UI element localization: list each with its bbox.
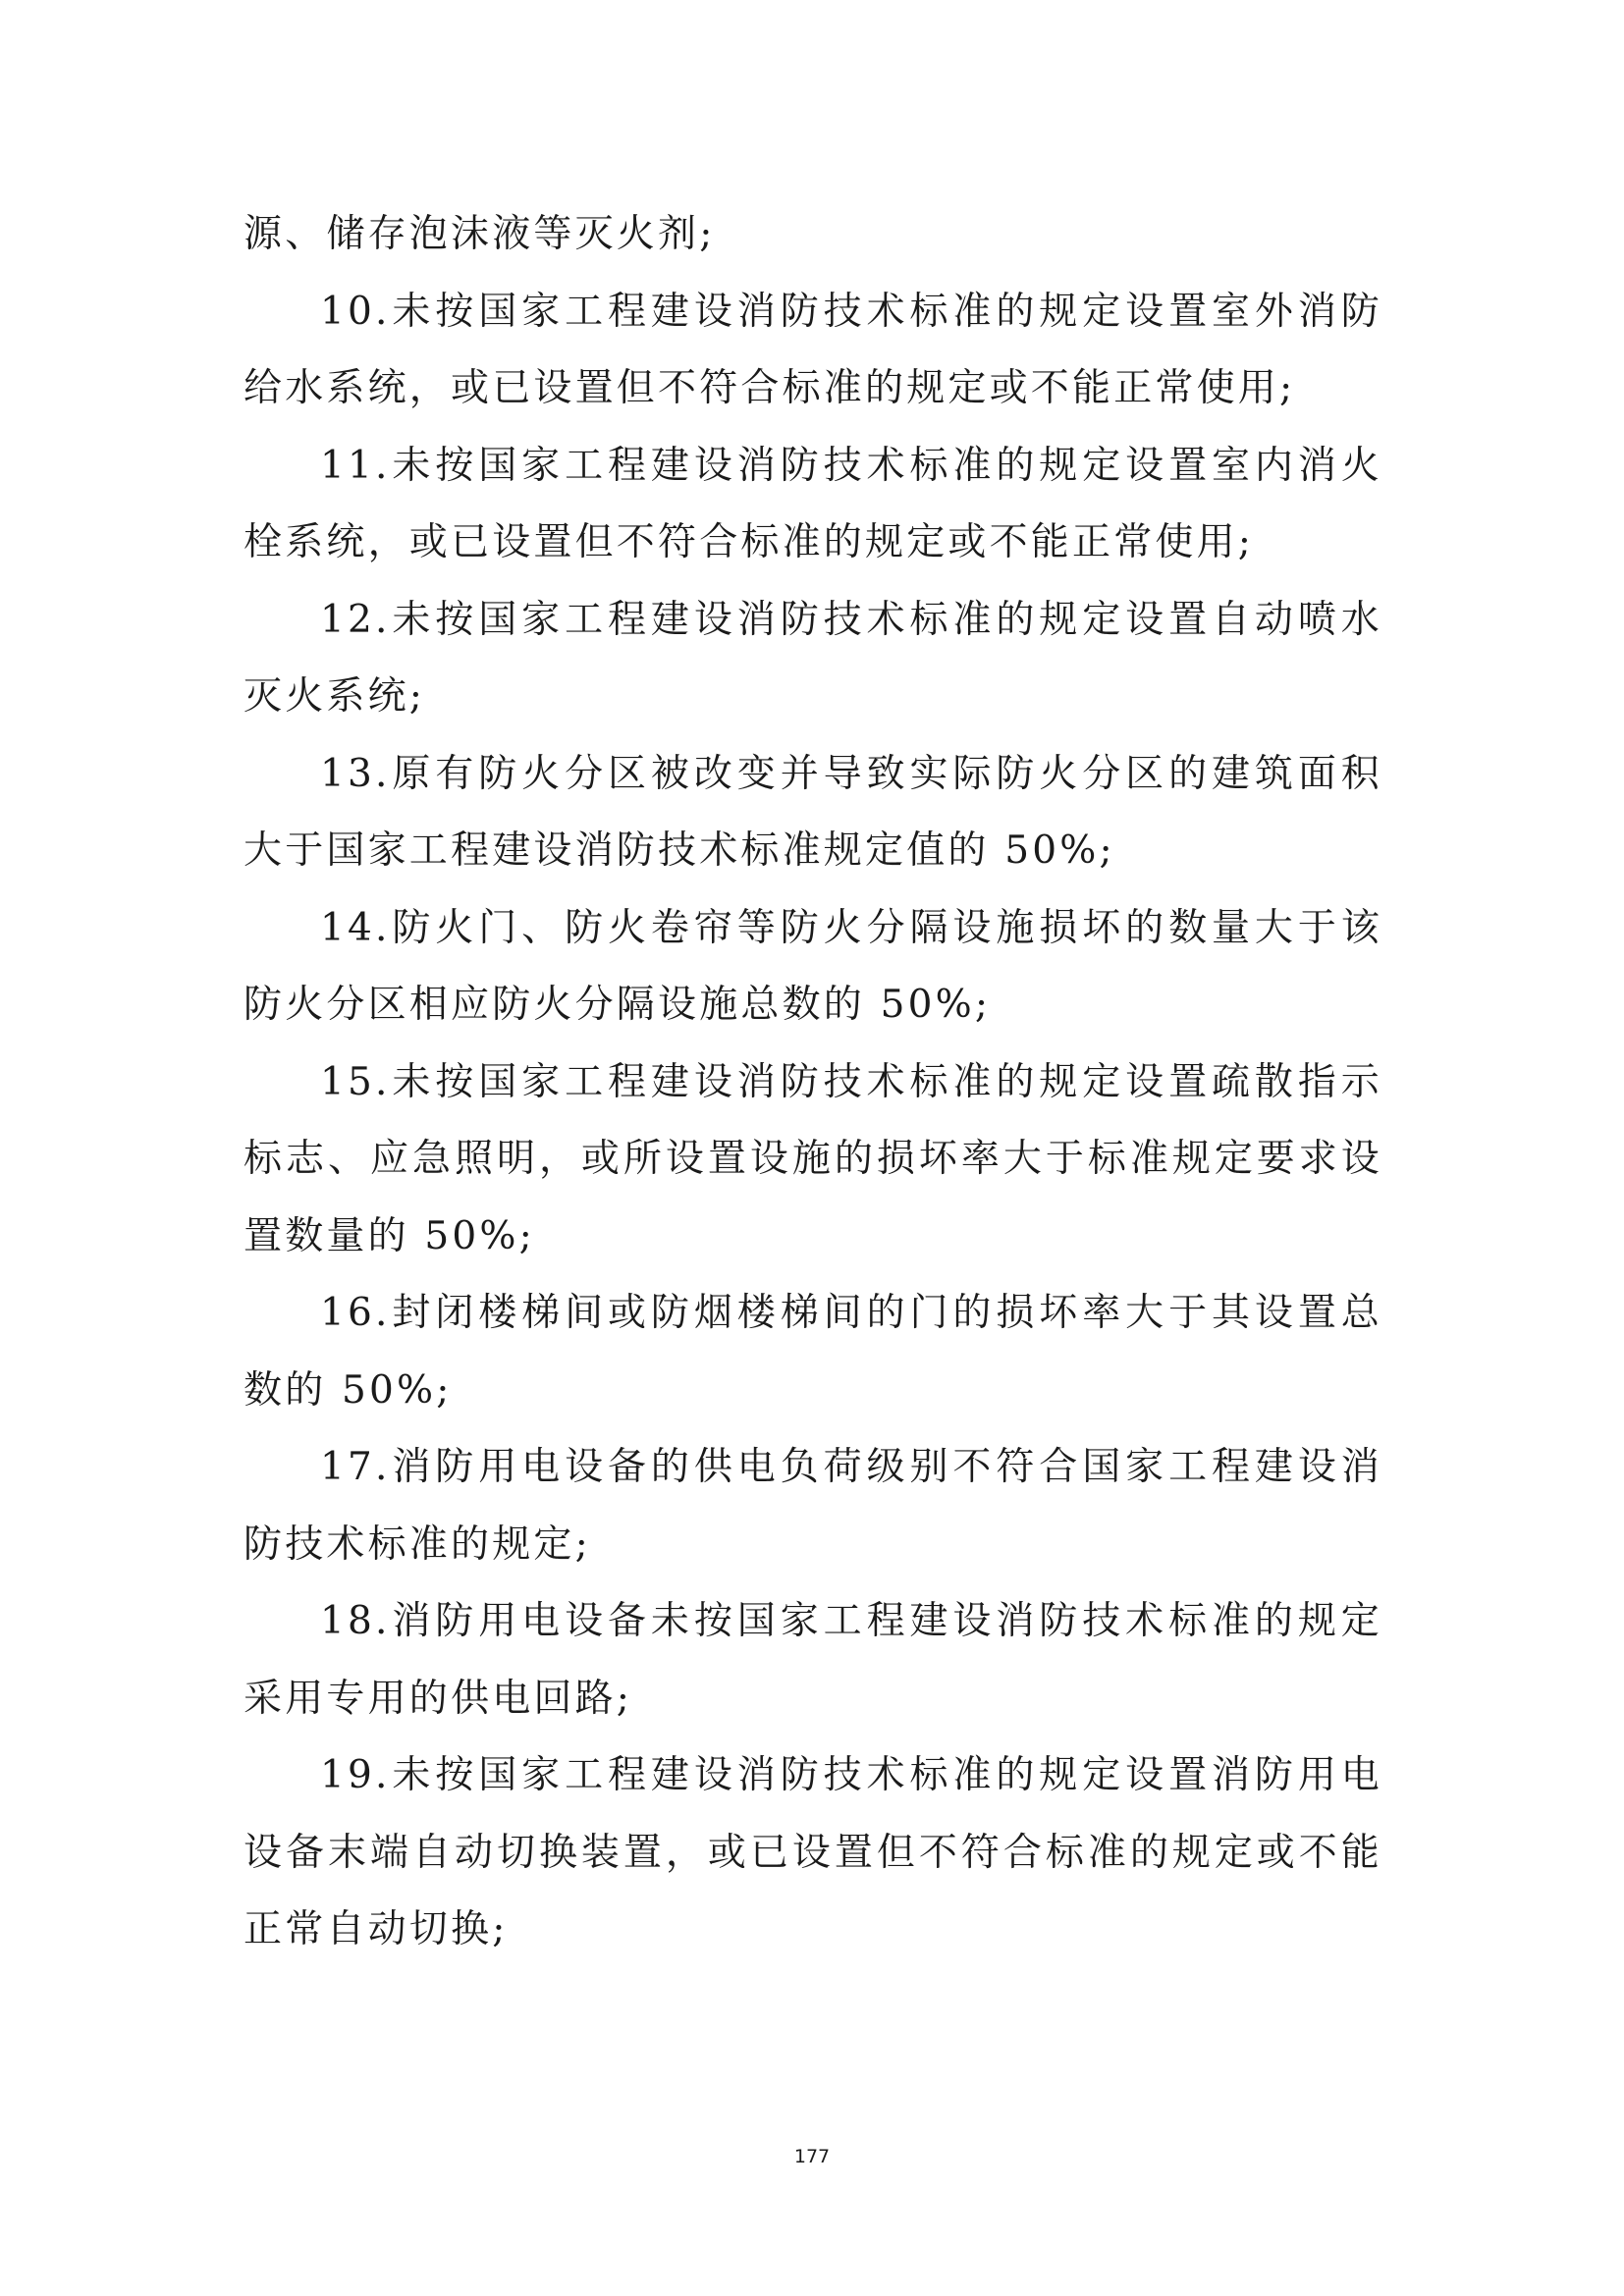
paragraph-continuation: 源、储存泡沫液等灭火剂; [244,212,716,256]
list-item-16: 16.封闭楼梯间或防烟楼梯间的门的损坏率大于其设置总数的 50%; [244,1291,1382,1413]
body-text [244,196,1382,1969]
list-item-13: 13.原有防火分区被改变并导致实际防火分区的建筑面积大于国家工程建设消防技术标准规定值的 50%; [244,751,1382,873]
list-item-12: 12.未按国家工程建设消防技术标准的规定设置自动喷水灭火系统; [244,597,1382,719]
list-item-15: 15.未按国家工程建设消防技术标准的规定设置疏散指示标志、应急照明，或所设置设施的损坏率大于标准规定要求设置数量的 50%; [244,1059,1382,1258]
list-item-19: 19.未按国家工程建设消防技术标准的规定设置消防用电设备末端自动切换装置，或已设置但不符合标准的规定或不能正常自动切换; [244,1753,1382,1951]
list-item-18: 18.消防用电设备未按国家工程建设消防技术标准的规定采用专用的供电回路; [244,1599,1382,1721]
page-number: 177 [793,2146,831,2167]
list-item-14: 14.防火门、防火卷帘等防火分隔设施损坏的数量大于该防火分区相应防火分隔设施总数的 50%; [244,905,1382,1027]
list-item-17: 17.消防用电设备的供电负荷级别不符合国家工程建设消防技术标准的规定; [244,1445,1382,1567]
list-item-11: 11.未按国家工程建设消防技术标准的规定设置室内消火栓系统，或已设置但不符合标准的规定或不能正常使用; [244,443,1382,564]
list-item-10: 10.未按国家工程建设消防技术标准的规定设置室外消防给水系统，或已设置但不符合标准的规定或不能正常使用; [244,289,1382,410]
